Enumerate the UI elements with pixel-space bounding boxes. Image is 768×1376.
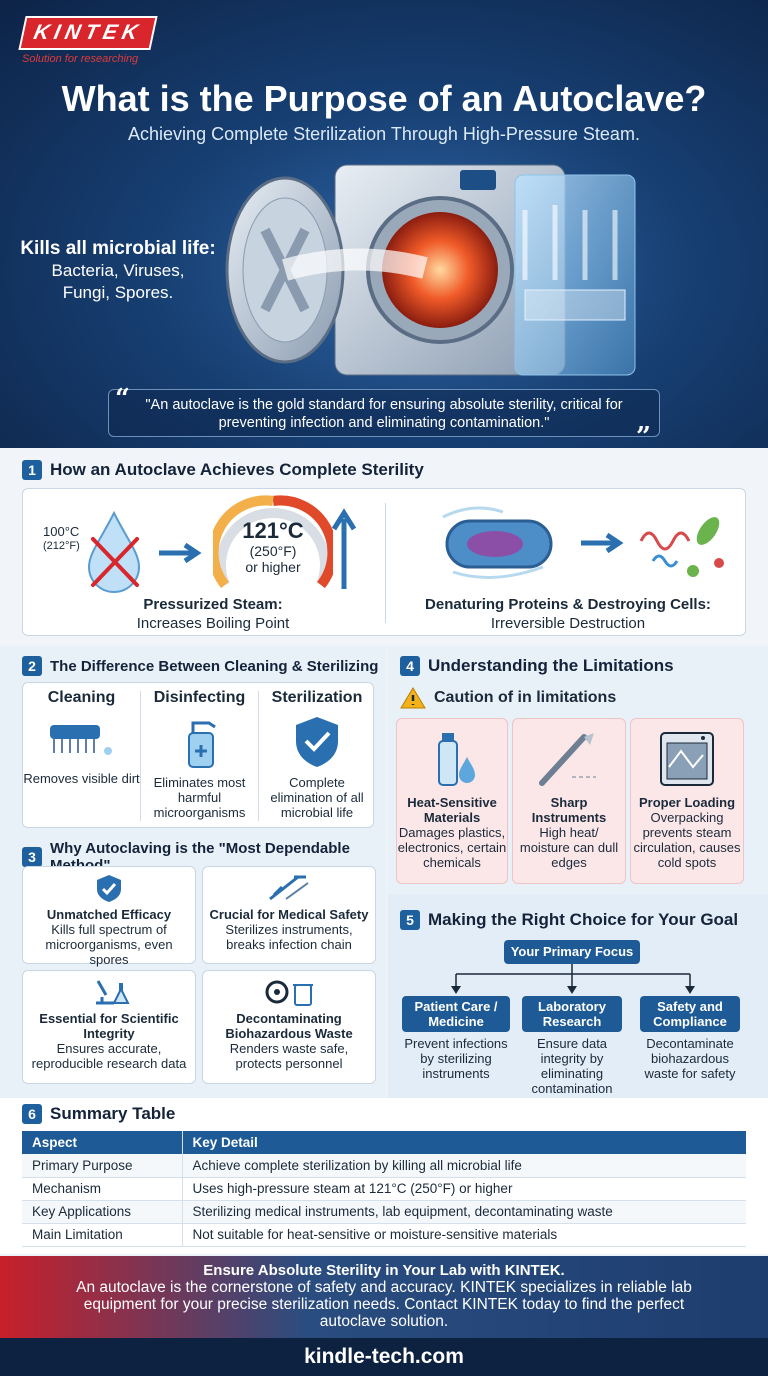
section-title: Making the Right Choice for Your Goal — [428, 910, 739, 929]
water-drop-icon — [81, 509, 147, 593]
arrow-right-icon — [157, 541, 207, 565]
boil-f: (212°F) — [43, 540, 80, 552]
pressurized-steam-caption — [43, 595, 383, 633]
table-header: Key Detail — [182, 1131, 746, 1154]
quote-close-icon: ” — [636, 422, 651, 448]
right-column — [388, 646, 768, 1098]
arrow-right-icon-2 — [579, 531, 629, 555]
item-title: Disinfecting — [153, 689, 246, 706]
section-1-heading — [22, 460, 424, 480]
card-text: High heat/ moisture can dull edges — [519, 825, 619, 870]
gauge-readout — [221, 519, 325, 575]
table-row — [22, 1200, 746, 1223]
section-sterility — [0, 448, 768, 644]
kill-title: Kills all microbial life: — [20, 238, 216, 259]
page-subtitle: Achieving Complete Sterilization Through High-Pressure Steam. — [128, 124, 640, 144]
card-title: Unmatched Efficacy — [46, 907, 172, 922]
item-title: Cleaning — [47, 689, 116, 706]
scalpel-icon — [534, 727, 604, 789]
table-row — [22, 1154, 746, 1177]
section-number: 1 — [22, 460, 42, 480]
flow-branch-patient-care — [402, 996, 510, 1081]
overloaded-autoclave-icon — [657, 727, 717, 789]
logo-tagline: Solution for researching — [22, 53, 139, 65]
table-row — [22, 1223, 746, 1246]
biohazard-icon — [259, 977, 319, 1007]
arrow-up-icon — [329, 507, 359, 591]
comparison-disinfecting — [141, 689, 258, 820]
item-title: Sterilization — [271, 689, 363, 706]
flow-root: Your Primary Focus — [504, 940, 640, 964]
branch-title: Laboratory Research — [522, 996, 622, 1032]
table-cell: Not suitable for heat-sensitive or moisture-sensitive materials — [182, 1223, 746, 1246]
section-title: The Difference Between Cleaning & Sterilizing — [50, 657, 379, 675]
caption-text-2: Irreversible Destruction — [490, 615, 646, 632]
item-text: Removes visible dirt — [23, 771, 140, 786]
flow-branch-lab-research — [522, 996, 622, 1096]
kintek-logo[interactable] — [22, 16, 192, 65]
plastic-bottle-icon — [427, 727, 477, 789]
section-title: Understanding the Limitations — [428, 656, 674, 675]
branch-title: Patient Care / Medicine — [402, 996, 510, 1032]
card-text: Overpacking prevents steam circulation, causes cold spots — [633, 810, 741, 870]
panel-divider — [385, 503, 386, 623]
card-text: Ensures accurate, reproducible research data — [31, 1041, 187, 1071]
table-row — [22, 1177, 746, 1200]
hero-quote — [108, 384, 660, 448]
table-cell: Main Limitation — [22, 1223, 182, 1246]
denaturing-caption — [393, 595, 743, 633]
card-title: Decontaminating Biohazardous Waste — [225, 1011, 353, 1041]
caption-title-2: Denaturing Proteins & Destroying Cells: — [425, 596, 711, 613]
branch-text: Ensure data integrity by eliminating contamination — [531, 1036, 613, 1096]
gauge-c: 121°C — [242, 518, 304, 543]
table-cell: Uses high-pressure steam at 121°C (250°F) or higher — [182, 1177, 746, 1200]
caption-title: Pressurized Steam: — [143, 596, 283, 613]
syringe-icon — [264, 873, 314, 903]
branch-text: Decontaminate biohazardous waste for safety — [644, 1036, 736, 1081]
kill-text-line-1: Bacteria, Viruses, — [51, 261, 185, 280]
destroyed-cells-icon — [633, 501, 733, 591]
quote-text: "An autoclave is the gold standard for ensuring absolute sterility, critical for preventing infection and eliminating contamination." — [145, 397, 623, 431]
table-cell: Primary Purpose — [22, 1154, 182, 1177]
limit-sharp-instruments — [512, 718, 626, 884]
section-number: 6 — [22, 1104, 42, 1124]
limit-heat-sensitive — [396, 718, 508, 884]
section-4-heading — [400, 656, 674, 676]
microscope-icon — [84, 977, 134, 1007]
summary-table — [22, 1131, 746, 1247]
branch-text: Prevent infections by sterilizing instruments — [404, 1036, 508, 1081]
card-biohazard-waste — [202, 970, 376, 1084]
section-number: 5 — [400, 910, 420, 930]
section-number: 4 — [400, 656, 420, 676]
caution-text: Caution of in limitations — [434, 689, 617, 706]
cta-title: Ensure Absolute Sterility in Your Lab with KINTEK. — [203, 1262, 565, 1279]
flow-branch-safety — [640, 996, 740, 1081]
card-title: Crucial for Medical Safety — [209, 907, 369, 922]
card-text: Renders waste safe, protects personnel — [229, 1041, 349, 1071]
quote-open-icon: “ — [115, 384, 130, 414]
cta-text: An autoclave is the cornerstone of safety and accuracy. KINTEK specializes in reliable lab equipment for your precise sterilization needs. Contact KINTEK today to find the perfect autoclave solution. — [76, 1279, 692, 1330]
limit-proper-loading — [630, 718, 744, 884]
bacterium-icon — [433, 497, 563, 587]
table-cell: Achieve complete sterilization by killing all microbial life — [182, 1154, 746, 1177]
card-efficacy — [22, 866, 196, 967]
section-summary — [0, 1098, 768, 1254]
table-cell: Sterilizing medical instruments, lab equipment, decontaminating waste — [182, 1200, 746, 1223]
sterility-panel — [22, 488, 746, 636]
card-text: Damages plastics, electronics, certain chemicals — [397, 825, 507, 870]
item-text: Eliminates most harmful microorganisms — [153, 775, 246, 820]
section-title: Why Autoclaving is the "Most Dependable — [50, 840, 350, 857]
card-medical-safety — [202, 866, 376, 964]
comparison-cleaning — [23, 689, 140, 786]
caption-text: Increases Boiling Point — [136, 615, 290, 632]
section-5-heading — [400, 910, 738, 930]
boiling-point-label — [43, 525, 80, 553]
gauge-note: or higher — [245, 559, 301, 575]
spray-bottle-icon — [175, 713, 225, 769]
item-text: Complete elimination of all microbial life — [270, 775, 364, 820]
table-cell: Mechanism — [22, 1177, 182, 1200]
card-scientific-integrity — [22, 970, 196, 1084]
cleaning-comparison-panel — [22, 682, 374, 828]
footer-url-link[interactable]: kindle-tech.com — [0, 1338, 768, 1376]
shield-check-icon — [95, 873, 123, 903]
branch-title: Safety and Compliance — [640, 996, 740, 1032]
comparison-sterilization — [259, 689, 375, 820]
kill-text-line-2: Fungi, Spores. — [62, 283, 174, 302]
page-title: What is the Purpose of an Autoclave? — [61, 78, 707, 119]
card-title: Sharp Instruments — [531, 795, 607, 825]
section-title: How an Autoclave Achieves Complete Sterility — [50, 460, 424, 479]
section-5-panel — [388, 894, 768, 1098]
logo-wordmark: KINTEK — [18, 16, 157, 50]
shield-check-icon — [292, 713, 342, 769]
gauge-f: (250°F) — [249, 543, 297, 559]
card-text: Kills full spectrum of microorganisms, even spores — [45, 922, 173, 967]
section-number: 2 — [22, 656, 42, 676]
section-title: Summary Table — [50, 1104, 176, 1123]
autoclave-illustration — [225, 150, 645, 385]
kill-callout — [18, 238, 218, 304]
section-6-heading — [22, 1104, 175, 1124]
section-2-heading — [22, 656, 378, 676]
card-text: Sterilizes instruments, breaks infection chain — [225, 922, 353, 952]
boil-c: 100°C — [43, 524, 80, 539]
cta-banner — [0, 1256, 768, 1338]
warning-icon — [400, 686, 426, 710]
table-cell: Key Applications — [22, 1200, 182, 1223]
card-title: Proper Loading — [638, 795, 736, 810]
caution-banner — [400, 686, 616, 710]
card-title: Heat-Sensitive Materials — [407, 795, 497, 825]
table-header-row — [22, 1131, 746, 1154]
brush-icon — [42, 717, 122, 761]
card-title: Essential for Scientific Integrity — [39, 1011, 179, 1041]
section-number: 3 — [22, 847, 42, 867]
table-header: Aspect — [22, 1131, 182, 1154]
hero-banner — [0, 0, 768, 448]
left-column — [0, 646, 386, 1098]
